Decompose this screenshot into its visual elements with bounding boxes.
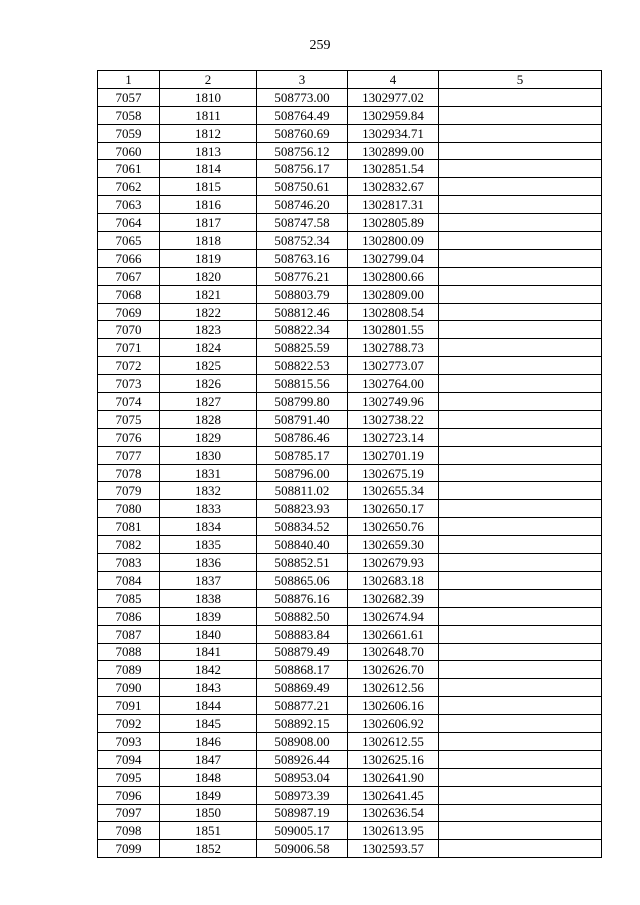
table-cell: 7078: [98, 464, 160, 482]
table-cell: 7088: [98, 643, 160, 661]
table-cell: [439, 822, 602, 840]
table-cell: [439, 410, 602, 428]
table-cell: 1850: [160, 804, 257, 822]
table-cell: 1302977.02: [348, 88, 439, 106]
table-cell: [439, 571, 602, 589]
table-cell: 508876.16: [257, 589, 348, 607]
table-cell: 508760.69: [257, 124, 348, 142]
table-cell: 7096: [98, 786, 160, 804]
table-cell: 7067: [98, 267, 160, 285]
table-cell: 1852: [160, 840, 257, 858]
table-row: [98, 536, 602, 554]
table-cell: [439, 357, 602, 375]
table-cell: [439, 768, 602, 786]
table-row: [98, 214, 602, 232]
table-cell: 1302800.09: [348, 232, 439, 250]
table-cell: 1302899.00: [348, 142, 439, 160]
table-cell: 7064: [98, 214, 160, 232]
table-cell: 7086: [98, 607, 160, 625]
table-cell: 508883.84: [257, 625, 348, 643]
table-row: [98, 321, 602, 339]
table-row: [98, 428, 602, 446]
table-cell: 1821: [160, 285, 257, 303]
table-cell: 7083: [98, 554, 160, 572]
table-cell: 1302701.19: [348, 446, 439, 464]
table-cell: 7061: [98, 160, 160, 178]
table-cell: 1817: [160, 214, 257, 232]
table-row: [98, 303, 602, 321]
table-row: [98, 375, 602, 393]
table-cell: 1302817.31: [348, 196, 439, 214]
table-cell: 7076: [98, 428, 160, 446]
table-cell: [439, 786, 602, 804]
table-cell: 508764.49: [257, 106, 348, 124]
table-cell: 7082: [98, 536, 160, 554]
table-cell: 1845: [160, 715, 257, 733]
table-cell: 7066: [98, 249, 160, 267]
table-cell: [439, 393, 602, 411]
table-cell: 1302773.07: [348, 357, 439, 375]
table-cell: 508776.21: [257, 267, 348, 285]
table-row: [98, 357, 602, 375]
table-cell: 1849: [160, 786, 257, 804]
table-cell: 7069: [98, 303, 160, 321]
table-cell: 1823: [160, 321, 257, 339]
table-cell: 1302674.94: [348, 607, 439, 625]
table-cell: 1302809.00: [348, 285, 439, 303]
table-cell: 1846: [160, 732, 257, 750]
table-cell: 1302738.22: [348, 410, 439, 428]
table-row: [98, 160, 602, 178]
table-row: [98, 410, 602, 428]
table-cell: 1832: [160, 482, 257, 500]
table-cell: 508763.16: [257, 249, 348, 267]
table-cell: 508877.21: [257, 697, 348, 715]
table-cell: 1812: [160, 124, 257, 142]
table-cell: 1847: [160, 750, 257, 768]
table-cell: 508852.51: [257, 554, 348, 572]
table-cell: [439, 249, 602, 267]
table-cell: [439, 178, 602, 196]
table-cell: 508973.39: [257, 786, 348, 804]
table-cell: [439, 321, 602, 339]
table-cell: 508987.19: [257, 804, 348, 822]
table-cell: 1302683.18: [348, 571, 439, 589]
table-cell: 1302805.89: [348, 214, 439, 232]
table-cell: [439, 88, 602, 106]
table-cell: 1302749.96: [348, 393, 439, 411]
table-cell: [439, 482, 602, 500]
table-cell: 1816: [160, 196, 257, 214]
table-cell: 7057: [98, 88, 160, 106]
table-cell: 1302641.45: [348, 786, 439, 804]
table-cell: [439, 732, 602, 750]
table-cell: 1302788.73: [348, 339, 439, 357]
table-cell: 1302682.39: [348, 589, 439, 607]
table-cell: 1302675.19: [348, 464, 439, 482]
table-cell: 508750.61: [257, 178, 348, 196]
table-cell: 7092: [98, 715, 160, 733]
table-row: [98, 643, 602, 661]
table-row: [98, 589, 602, 607]
table-row: [98, 446, 602, 464]
table-row: [98, 661, 602, 679]
table-cell: 508926.44: [257, 750, 348, 768]
table-cell: 508908.00: [257, 732, 348, 750]
table-row: [98, 607, 602, 625]
table-cell: [439, 124, 602, 142]
table-cell: [439, 160, 602, 178]
table-cell: 7081: [98, 518, 160, 536]
table-row: [98, 786, 602, 804]
table-cell: [439, 804, 602, 822]
table-cell: 7062: [98, 178, 160, 196]
table-row: [98, 482, 602, 500]
table-cell: [439, 375, 602, 393]
table-cell: 509006.58: [257, 840, 348, 858]
table-cell: 1831: [160, 464, 257, 482]
table-cell: [439, 214, 602, 232]
table-cell: [439, 661, 602, 679]
table-cell: 508811.02: [257, 482, 348, 500]
table-cell: 7080: [98, 500, 160, 518]
table-cell: 1302612.55: [348, 732, 439, 750]
table-cell: 508791.40: [257, 410, 348, 428]
table-cell: [439, 303, 602, 321]
table-cell: 7073: [98, 375, 160, 393]
table-cell: [439, 750, 602, 768]
table-cell: 7093: [98, 732, 160, 750]
table-cell: 508840.40: [257, 536, 348, 554]
table-cell: [439, 285, 602, 303]
table-cell: [439, 536, 602, 554]
table-row: [98, 679, 602, 697]
table-cell: [439, 446, 602, 464]
table-row: [98, 178, 602, 196]
table-cell: 7098: [98, 822, 160, 840]
table-row: [98, 554, 602, 572]
table-cell: 1826: [160, 375, 257, 393]
table-cell: 508756.17: [257, 160, 348, 178]
table-cell: 508879.49: [257, 643, 348, 661]
table-row: [98, 571, 602, 589]
table-cell: 1302851.54: [348, 160, 439, 178]
table-cell: 1828: [160, 410, 257, 428]
table-cell: 1302612.56: [348, 679, 439, 697]
table-cell: 508796.00: [257, 464, 348, 482]
table-row: [98, 196, 602, 214]
table-cell: [439, 697, 602, 715]
table-cell: 1811: [160, 106, 257, 124]
table-cell: 7075: [98, 410, 160, 428]
column-header: 4: [348, 71, 439, 89]
column-header: 3: [257, 71, 348, 89]
table-cell: 7070: [98, 321, 160, 339]
table-cell: 1302659.30: [348, 536, 439, 554]
table-cell: 1815: [160, 178, 257, 196]
table-cell: 1825: [160, 357, 257, 375]
table-cell: 1302641.90: [348, 768, 439, 786]
table-cell: 1302808.54: [348, 303, 439, 321]
table-cell: 1830: [160, 446, 257, 464]
table-cell: 1302934.71: [348, 124, 439, 142]
table-cell: 508746.20: [257, 196, 348, 214]
table-row: [98, 715, 602, 733]
table-row: [98, 518, 602, 536]
column-header: 5: [439, 71, 602, 89]
table-cell: 1824: [160, 339, 257, 357]
table-cell: 508869.49: [257, 679, 348, 697]
table-cell: 7059: [98, 124, 160, 142]
table-cell: [439, 840, 602, 858]
table-cell: 7060: [98, 142, 160, 160]
table-cell: 7097: [98, 804, 160, 822]
table-cell: 508822.53: [257, 357, 348, 375]
table-cell: [439, 106, 602, 124]
table-row: [98, 822, 602, 840]
table-cell: 1839: [160, 607, 257, 625]
table-cell: 1302625.16: [348, 750, 439, 768]
table-cell: [439, 232, 602, 250]
table-cell: [439, 715, 602, 733]
table-cell: 508823.93: [257, 500, 348, 518]
table-cell: [439, 625, 602, 643]
table-cell: 7094: [98, 750, 160, 768]
table-cell: 1841: [160, 643, 257, 661]
table-cell: 7074: [98, 393, 160, 411]
table-cell: 1833: [160, 500, 257, 518]
table-cell: 1302650.17: [348, 500, 439, 518]
table-row: [98, 142, 602, 160]
table-cell: 7077: [98, 446, 160, 464]
table-row: [98, 267, 602, 285]
table-cell: 7099: [98, 840, 160, 858]
page-number: 259: [309, 38, 331, 53]
table-row: [98, 697, 602, 715]
table-cell: 1836: [160, 554, 257, 572]
table-cell: 1818: [160, 232, 257, 250]
table-cell: 1302832.67: [348, 178, 439, 196]
table-cell: [439, 267, 602, 285]
table-header-row: [98, 71, 602, 89]
table-row: [98, 393, 602, 411]
table-row: [98, 106, 602, 124]
table-cell: 508868.17: [257, 661, 348, 679]
table-cell: [439, 428, 602, 446]
column-header: 2: [160, 71, 257, 89]
table-body: [98, 88, 602, 857]
table-cell: 508825.59: [257, 339, 348, 357]
table-cell: [439, 464, 602, 482]
table-cell: 1835: [160, 536, 257, 554]
table-row: [98, 768, 602, 786]
table-cell: 1814: [160, 160, 257, 178]
table-cell: 1838: [160, 589, 257, 607]
table-cell: 1302650.76: [348, 518, 439, 536]
table-cell: 7087: [98, 625, 160, 643]
table-row: [98, 750, 602, 768]
table-cell: 1302636.54: [348, 804, 439, 822]
table-cell: 1829: [160, 428, 257, 446]
table-cell: 7065: [98, 232, 160, 250]
table-cell: [439, 589, 602, 607]
table-cell: 7063: [98, 196, 160, 214]
table-cell: 1302655.34: [348, 482, 439, 500]
table-row: [98, 625, 602, 643]
table-cell: 1302959.84: [348, 106, 439, 124]
table-cell: 1302801.55: [348, 321, 439, 339]
table-cell: 1837: [160, 571, 257, 589]
table-cell: 1302648.70: [348, 643, 439, 661]
table-cell: 508786.46: [257, 428, 348, 446]
table-cell: 1842: [160, 661, 257, 679]
table-cell: 7079: [98, 482, 160, 500]
table-cell: 509005.17: [257, 822, 348, 840]
table-row: [98, 285, 602, 303]
table-cell: 1302723.14: [348, 428, 439, 446]
table-cell: [439, 607, 602, 625]
table-cell: 1844: [160, 697, 257, 715]
table-cell: 7058: [98, 106, 160, 124]
table-row: [98, 88, 602, 106]
table-cell: [439, 500, 602, 518]
table-cell: 1834: [160, 518, 257, 536]
table-cell: 1302593.57: [348, 840, 439, 858]
table-cell: 508803.79: [257, 285, 348, 303]
table-row: [98, 339, 602, 357]
table-row: [98, 232, 602, 250]
table-row: [98, 249, 602, 267]
table-cell: [439, 196, 602, 214]
table-cell: 1851: [160, 822, 257, 840]
table-cell: 508785.17: [257, 446, 348, 464]
table-cell: 508865.06: [257, 571, 348, 589]
coordinates-table: [97, 70, 602, 858]
table-cell: [439, 643, 602, 661]
table-cell: 1302679.93: [348, 554, 439, 572]
table-cell: [439, 554, 602, 572]
table-cell: 508815.56: [257, 375, 348, 393]
table-cell: 508773.00: [257, 88, 348, 106]
table-cell: 7071: [98, 339, 160, 357]
table-cell: 1843: [160, 679, 257, 697]
table-cell: 508882.50: [257, 607, 348, 625]
table-cell: 1302764.00: [348, 375, 439, 393]
table-cell: [439, 339, 602, 357]
table-cell: 1302661.61: [348, 625, 439, 643]
table-row: [98, 464, 602, 482]
table-cell: 508752.34: [257, 232, 348, 250]
table-cell: 508812.46: [257, 303, 348, 321]
table-cell: 508822.34: [257, 321, 348, 339]
table-cell: 508892.15: [257, 715, 348, 733]
column-header: 1: [98, 71, 160, 89]
table-cell: 7072: [98, 357, 160, 375]
table-row: [98, 804, 602, 822]
table-row: [98, 732, 602, 750]
table-cell: 1819: [160, 249, 257, 267]
table-cell: 1302799.04: [348, 249, 439, 267]
table-cell: 7085: [98, 589, 160, 607]
table-cell: 1302626.70: [348, 661, 439, 679]
table-cell: 7089: [98, 661, 160, 679]
table-cell: 7090: [98, 679, 160, 697]
table-cell: [439, 142, 602, 160]
table-cell: [439, 679, 602, 697]
table-cell: 1302800.66: [348, 267, 439, 285]
table-cell: 508756.12: [257, 142, 348, 160]
table-cell: 1848: [160, 768, 257, 786]
table-cell: 508953.04: [257, 768, 348, 786]
table-row: [98, 840, 602, 858]
table-cell: 508799.80: [257, 393, 348, 411]
table-cell: 1302606.92: [348, 715, 439, 733]
table-cell: 1813: [160, 142, 257, 160]
table-cell: 7095: [98, 768, 160, 786]
table-cell: 1302606.16: [348, 697, 439, 715]
table-cell: 7068: [98, 285, 160, 303]
table-row: [98, 500, 602, 518]
table-cell: [439, 518, 602, 536]
table-cell: 7084: [98, 571, 160, 589]
table-cell: 508747.58: [257, 214, 348, 232]
table-cell: 1302613.95: [348, 822, 439, 840]
table-cell: 508834.52: [257, 518, 348, 536]
table-cell: 1820: [160, 267, 257, 285]
table-cell: 1810: [160, 88, 257, 106]
table-cell: 1840: [160, 625, 257, 643]
table-cell: 7091: [98, 697, 160, 715]
table-cell: 1822: [160, 303, 257, 321]
table-cell: 1827: [160, 393, 257, 411]
table-row: [98, 124, 602, 142]
